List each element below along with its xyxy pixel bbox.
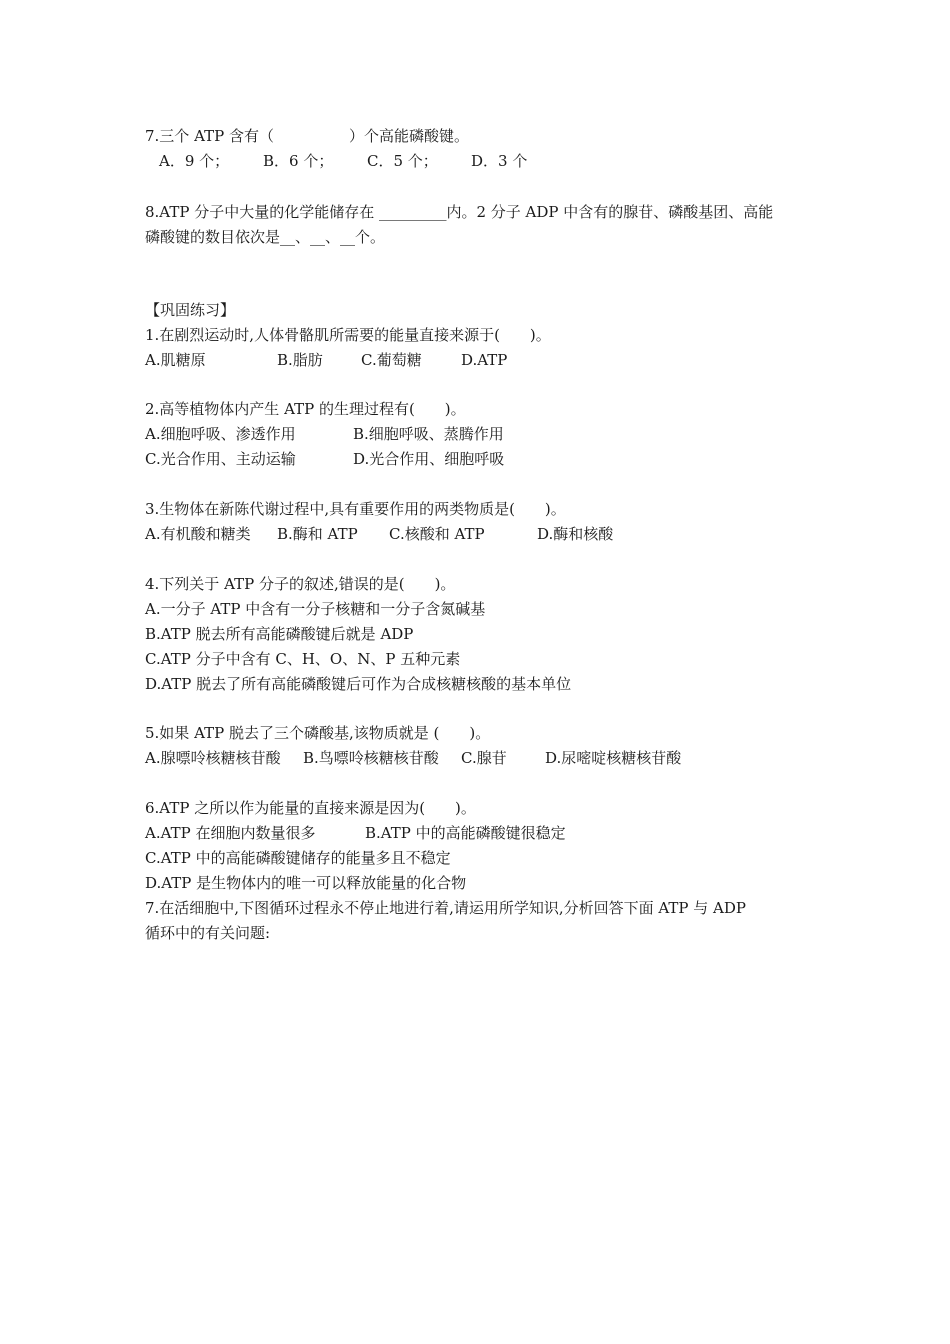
practice-q6-option-d: D.ATP 是生物体内的唯一可以释放能量的化合物 — [145, 874, 467, 892]
practice-q4-option-b: B.ATP 脱去所有高能磷酸键后就是 ADP — [145, 625, 414, 643]
question-8-line-2: 磷酸键的数目依次是__、__、__个。 — [145, 228, 386, 246]
option-b: B．6 个； — [263, 152, 334, 170]
practice-q1-stem: 1.在剧烈运动时,人体骨骼肌所需要的能量直接来源于( )。 — [145, 326, 551, 344]
option-d: D.酶和核酸 — [537, 525, 614, 543]
option-d: D.尿嘧啶核糖核苷酸 — [545, 749, 682, 767]
option-d: D.ATP — [461, 351, 508, 369]
question-8-line-1: 8.ATP 分子中大量的化学能储存在 _________内。2 分子 ADP 中含有的腺苷、磷酸基团、高能 — [145, 203, 774, 221]
option-c: C.核酸和 ATP — [389, 525, 485, 543]
practice-q2-stem: 2.高等植物体内产生 ATP 的生理过程有( )。 — [145, 400, 466, 418]
option-b: B.酶和 ATP — [277, 525, 358, 543]
question-7-stem: 7.三个 ATP 含有（ ）个高能磷酸键。 — [145, 127, 469, 145]
section-title: 【巩固练习】 — [145, 301, 236, 319]
practice-q3-stem: 3.生物体在新陈代谢过程中,具有重要作用的两类物质是( )。 — [145, 500, 566, 518]
practice-q4-option-a: A.一分子 ATP 中含有一分子核糖和一分子含氮碱基 — [145, 600, 486, 618]
option-a: A．9 个； — [159, 152, 230, 170]
option-a: A.细胞呼吸、渗透作用 — [145, 425, 296, 443]
option-a: A.有机酸和糖类 — [145, 525, 251, 543]
option-c: C.葡萄糖 — [361, 351, 422, 369]
option-b: B.ATP 中的高能磷酸键很稳定 — [365, 824, 566, 842]
practice-q5-stem: 5.如果 ATP 脱去了三个磷酸基,该物质就是 ( )。 — [145, 724, 491, 742]
practice-q6-stem: 6.ATP 之所以作为能量的直接来源是因为( )。 — [145, 799, 476, 817]
option-a: A.ATP 在细胞内数量很多 — [145, 824, 316, 842]
option-d: D．3 个 — [471, 152, 528, 170]
option-b: B.脂肪 — [277, 351, 323, 369]
option-c: C.腺苷 — [461, 749, 507, 767]
option-b: B.细胞呼吸、蒸腾作用 — [353, 425, 504, 443]
option-a: A.腺嘌呤核糖核苷酸 — [145, 749, 281, 767]
practice-q4-option-d: D.ATP 脱去了所有高能磷酸键后可作为合成核糖核酸的基本单位 — [145, 675, 572, 693]
option-c: C.光合作用、主动运输 — [145, 450, 296, 468]
option-d: D.光合作用、细胞呼吸 — [353, 450, 505, 468]
practice-q7-line-2: 循环中的有关问题: — [145, 924, 271, 942]
practice-q7-line-1: 7.在活细胞中,下图循环过程永不停止地进行着,请运用所学知识,分析回答下面 ATP 与 ADP — [145, 899, 746, 917]
practice-q6-option-c: C.ATP 中的高能磷酸键储存的能量多且不稳定 — [145, 849, 451, 867]
option-a: A.肌糖原 — [145, 351, 206, 369]
practice-q4-option-c: C.ATP 分子中含有 C、H、O、N、P 五种元素 — [145, 650, 461, 668]
option-b: B.鸟嘌呤核糖核苷酸 — [303, 749, 439, 767]
practice-q4-stem: 4.下列关于 ATP 分子的叙述,错误的是( )。 — [145, 575, 456, 593]
option-c: C．5 个； — [367, 152, 438, 170]
